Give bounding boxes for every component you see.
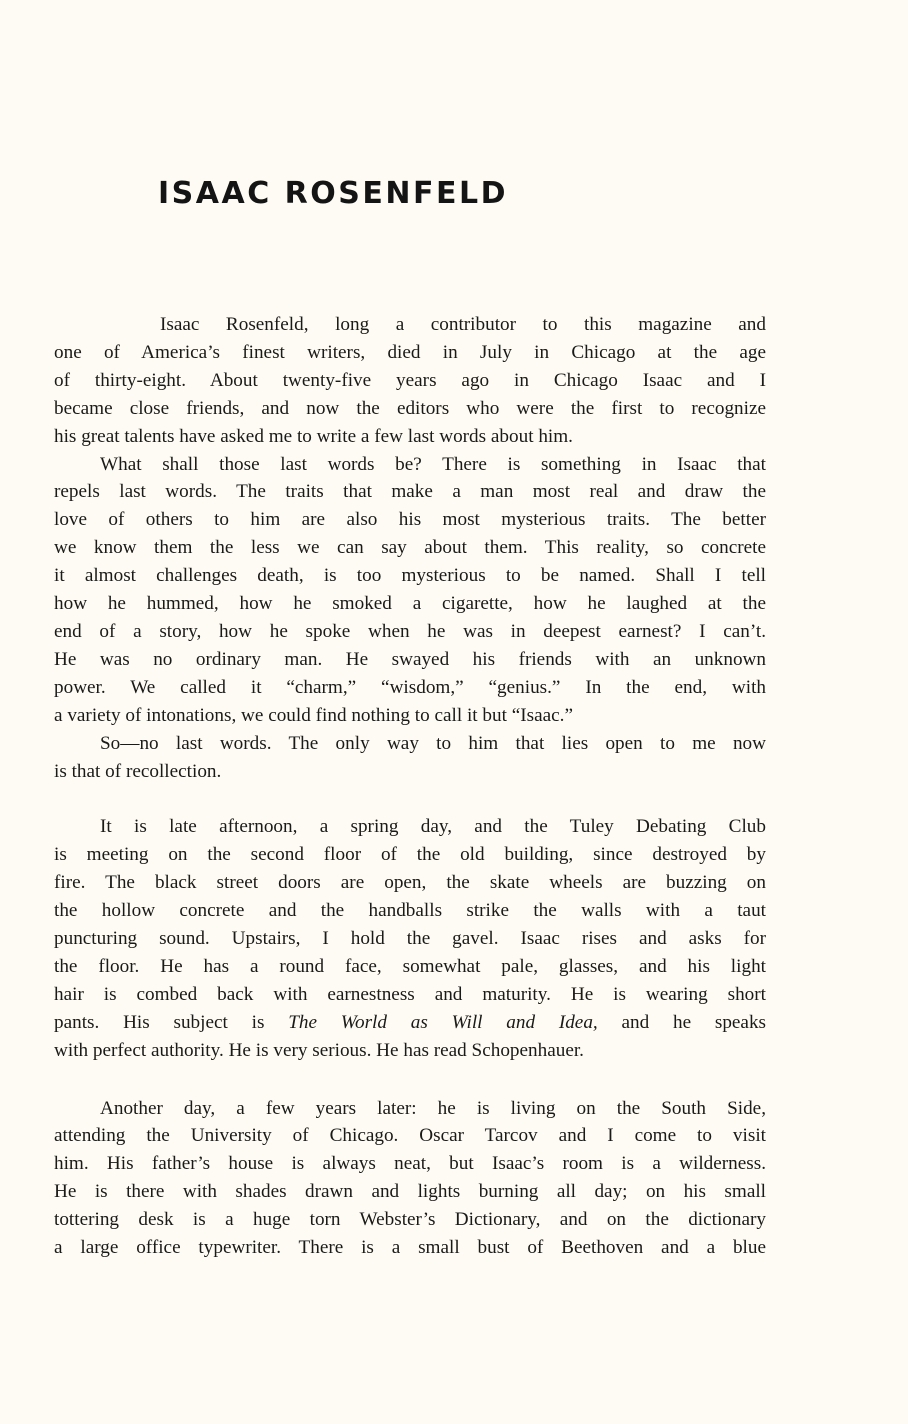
text-line: He was no ordinary man. He swayed his friends with an unknown [54, 648, 766, 670]
text-line: is that of recollection. [54, 760, 222, 782]
text-line: attending the University of Chicago. Oscar Tarcov and I come to visit [54, 1125, 766, 1147]
text-line: became close friends, and now the editors who were the first to recognize [54, 397, 766, 419]
article-title: ISAAC ROSENFELD [158, 176, 508, 211]
paragraph-5 [54, 1095, 766, 1262]
text-line: we know them the less we can say about them. This reality, so concrete [54, 537, 766, 559]
text-line: it almost challenges death, is too mysterious to be named. Shall I tell [54, 565, 766, 587]
text-line: the hollow concrete and the handballs strike the walls with a taut [54, 900, 766, 922]
paragraph-3 [54, 730, 766, 786]
text-line: his great talents have asked me to write a few last words about him. [54, 425, 573, 447]
text-segment: and he speaks [597, 1011, 767, 1033]
text-line: is meeting on the second floor of the old building, since destroyed by [54, 844, 766, 866]
text-line: puncturing sound. Upstairs, I hold the gavel. Isaac rises and asks for [54, 928, 766, 950]
text-line: a large office typewriter. There is a small bust of Beethoven and a blue [54, 1237, 766, 1259]
text-line-with-book-title [54, 1009, 766, 1037]
text-line: one of America’s finest writers, died in July in Chicago at the age [54, 341, 766, 363]
text-line: Another day, a few years later: he is living on the South Side, [100, 1097, 766, 1119]
text-line: repels last words. The traits that make a man most real and draw the [54, 481, 766, 503]
text-line: the floor. He has a round face, somewhat pale, glasses, and his light [54, 955, 766, 977]
text-line: What shall those last words be? There is something in Isaac that [100, 453, 766, 475]
text-line: how he hummed, how he smoked a cigarette, how he laughed at the [54, 593, 766, 615]
book-title: The World as Will and Idea, [288, 1011, 598, 1033]
text-line: him. His father’s house is always neat, but Isaac’s room is a wilderness. [54, 1153, 766, 1175]
section-gap [54, 785, 766, 813]
text-line: love of others to him are also his most mysterious traits. The better [54, 509, 766, 531]
section-gap [54, 1065, 766, 1095]
text-line: power. We called it “charm,” “wisdom,” “genius.” In the end, with [54, 676, 766, 698]
text-line: a variety of intonations, we could find nothing to call it but “Isaac.” [54, 704, 573, 726]
article-body [54, 311, 766, 1262]
text-line: of thirty-eight. About twenty-five years ago in Chicago Isaac and I [54, 369, 766, 391]
text-line: with perfect authority. He is very serious. He has read Schopenhauer. [54, 1039, 584, 1061]
text-line: He is there with shades drawn and lights burning all day; on his small [54, 1181, 766, 1203]
text-line: Isaac Rosenfeld, long a contributor to this magazine and [160, 314, 766, 335]
text-line: So—no last words. The only way to him that lies open to me now [100, 732, 766, 754]
text-line: hair is combed back with earnestness and maturity. He is wearing short [54, 983, 766, 1005]
text-line: fire. The black street doors are open, the skate wheels are buzzing on [54, 872, 766, 894]
text-line: end of a story, how he spoke when he was in deepest earnest? I can’t. [54, 620, 766, 642]
paragraph-1 [54, 311, 766, 451]
text-segment: pants. His subject is [54, 1011, 289, 1033]
paragraph-2 [54, 451, 766, 730]
text-line: It is late afternoon, a spring day, and the Tuley Debating Club [100, 816, 766, 838]
text-line: tottering desk is a huge torn Webster’s Dictionary, and on the dictionary [54, 1209, 766, 1231]
paragraph-4 [54, 813, 766, 1064]
